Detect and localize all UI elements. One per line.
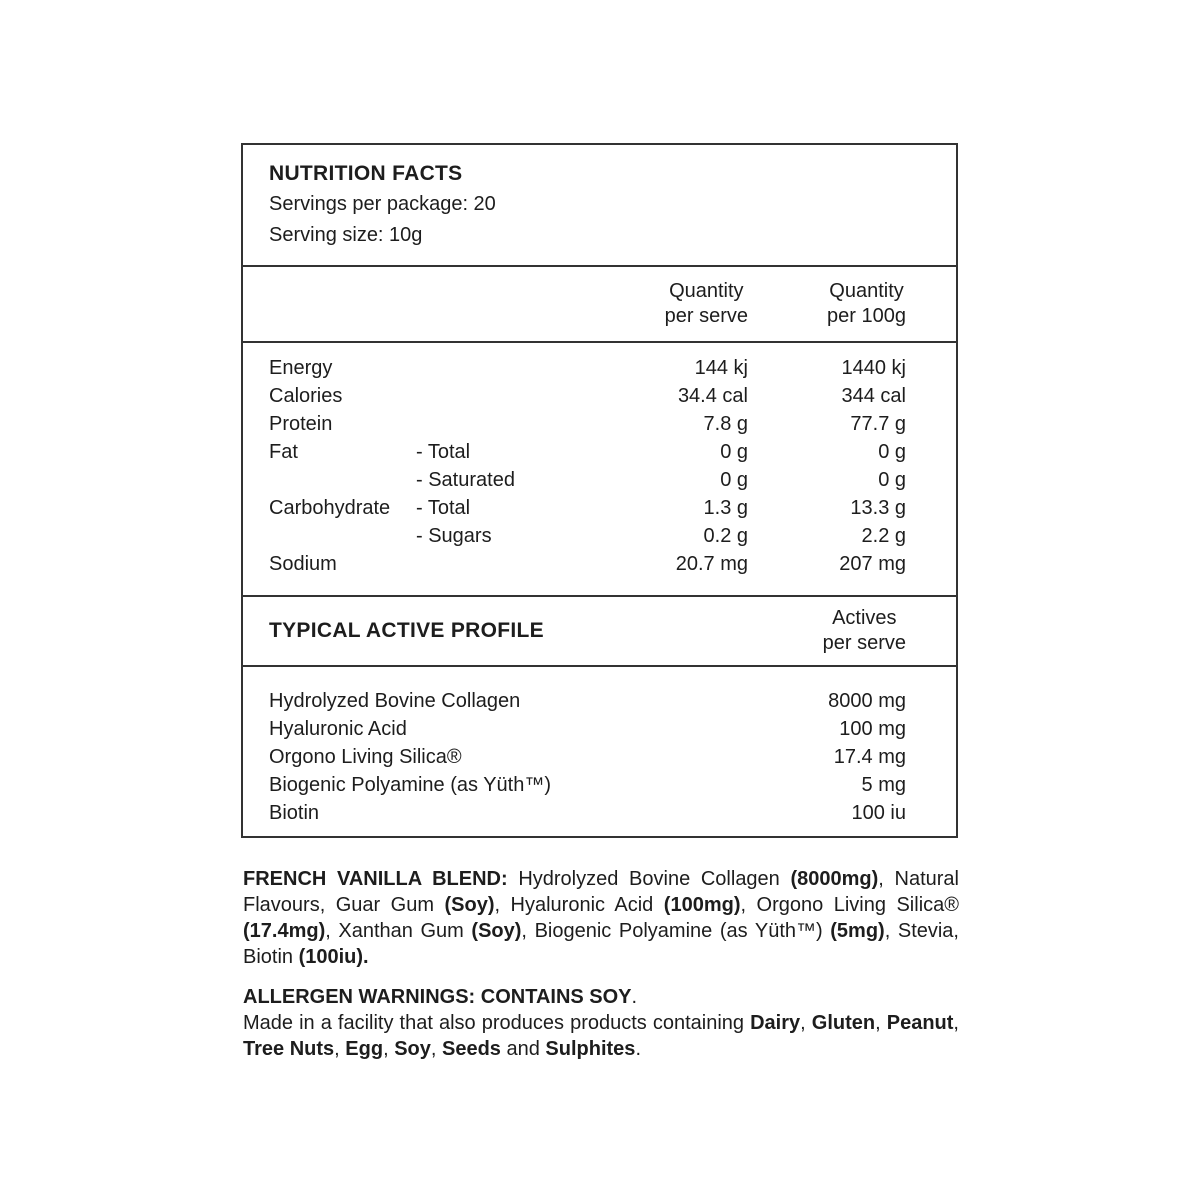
nutrient-row-carbohydrate-total [269, 494, 906, 522]
active-value: 8000 mg [828, 690, 906, 712]
nutrient-value-per-100g: 2.2 g [861, 525, 906, 547]
nutrient-value-per-serve: 144 kj [694, 357, 748, 379]
active-value: 5 mg [861, 774, 906, 796]
nutrient-subname: - Sugars [416, 525, 492, 547]
active-row-biogenic-polyamine [269, 771, 906, 799]
nutrient-value-per-100g: 13.3 g [850, 497, 906, 519]
nutrient-row-fat-total [269, 438, 906, 466]
active-value: 17.4 mg [833, 746, 906, 768]
nutrient-subname [416, 410, 598, 438]
nutrient-value-per-serve: 34.4 cal [677, 385, 748, 407]
nutrient-value-per-serve: 0 g [720, 469, 748, 491]
col-header-per-serve-line1: Quantity [669, 280, 744, 302]
nutrient-name [269, 522, 416, 550]
nutrient-subname [416, 550, 598, 578]
nutrient-name: Calories [269, 385, 343, 407]
nutrients-section [243, 343, 956, 597]
label-header-section [243, 145, 956, 267]
nutrient-value-per-100g: 207 mg [839, 553, 906, 575]
servings-per-package: Servings per package: 20 [269, 193, 496, 215]
col-header-actives-line2: per serve [822, 632, 906, 654]
nutrient-name: Energy [269, 357, 333, 379]
col-header-per-serve-line2: per serve [664, 305, 748, 327]
col-header-per-100g-line1: Quantity [829, 280, 904, 302]
nutrient-subname: - Saturated [416, 469, 515, 491]
nutrition-label-box [241, 143, 958, 838]
nutrient-name: Protein [269, 413, 333, 435]
nutrient-name: Carbohydrate [269, 497, 391, 519]
active-row-orgono-silica [269, 743, 906, 771]
label-title: NUTRITION FACTS [269, 162, 463, 185]
allergen-heading: ALLERGEN WARNINGS: CONTAINS SOY. [243, 986, 638, 1008]
active-name: Hyaluronic Acid [269, 718, 407, 740]
nutrient-subname [416, 382, 598, 410]
blend-ingredients-paragraph: FRENCH VANILLA BLEND: Hydrolyzed Bovine Collagen (8000mg), Natural Flavours, Guar Gum (Soy), Hyaluronic Acid (100mg), Orgono Living Silica® (17.4mg), Xanthan Gum (Soy), Biogenic Polyamine (as Yüth™) (5mg), Stevia, Biotin (100iu). [243, 868, 959, 968]
nutrient-value-per-100g: 0 g [878, 441, 906, 463]
nutrient-subname: - Total [416, 441, 471, 463]
active-row-biotin [269, 799, 906, 827]
nutrient-value-per-serve: 1.3 g [703, 497, 748, 519]
nutrient-row-calories [269, 382, 906, 410]
nutrient-row-fat-saturated [269, 466, 906, 494]
nutrient-subname: - Total [416, 497, 471, 519]
nutrient-name: Sodium [269, 553, 337, 575]
active-row-collagen [269, 687, 906, 715]
nutrient-row-energy [269, 354, 906, 382]
nutrient-value-per-100g: 344 cal [841, 385, 906, 407]
active-name: Biogenic Polyamine (as Yüth™) [269, 774, 551, 796]
nutrient-value-per-100g: 77.7 g [850, 413, 906, 435]
active-name: Orgono Living Silica® [269, 746, 462, 768]
nutrient-value-per-100g: 0 g [878, 469, 906, 491]
active-name: Hydrolyzed Bovine Collagen [269, 690, 521, 712]
nutrient-row-protein [269, 410, 906, 438]
active-name: Biotin [269, 802, 320, 824]
active-row-hyaluronic-acid [269, 715, 906, 743]
col-header-per-100g [748, 279, 906, 329]
col-header-actives-per-serve [748, 606, 906, 656]
active-profile-header-section [243, 597, 956, 667]
active-value: 100 mg [839, 718, 906, 740]
active-value: 100 iu [851, 802, 906, 824]
col-header-per-100g-line2: per 100g [827, 305, 906, 327]
nutrient-value-per-100g: 1440 kj [841, 357, 906, 379]
col-header-actives-line1: Actives [832, 607, 897, 629]
nutrient-value-per-serve: 7.8 g [703, 413, 748, 435]
nutrient-name: Fat [269, 441, 298, 463]
nutrient-value-per-serve: 0.2 g [703, 525, 748, 547]
quantity-column-headers [243, 267, 956, 343]
nutrient-name [269, 466, 416, 494]
nutrient-subname [416, 354, 598, 382]
col-header-per-serve [598, 279, 748, 329]
nutrient-row-sodium [269, 550, 906, 578]
nutrient-row-carbohydrate-sugars [269, 522, 906, 550]
nutrient-value-per-serve: 20.7 mg [675, 553, 748, 575]
nutrient-value-per-serve: 0 g [720, 441, 748, 463]
allergen-warnings-paragraph [243, 984, 959, 1062]
actives-section [243, 667, 956, 836]
allergen-body: Made in a facility that also produces products containing Dairy, Gluten, Peanut, Tree Nuts, Egg, Soy, Seeds and Sulphites. [243, 1012, 959, 1060]
serving-size: Serving size: 10g [269, 224, 423, 246]
active-profile-title: TYPICAL ACTIVE PROFILE [269, 619, 544, 642]
